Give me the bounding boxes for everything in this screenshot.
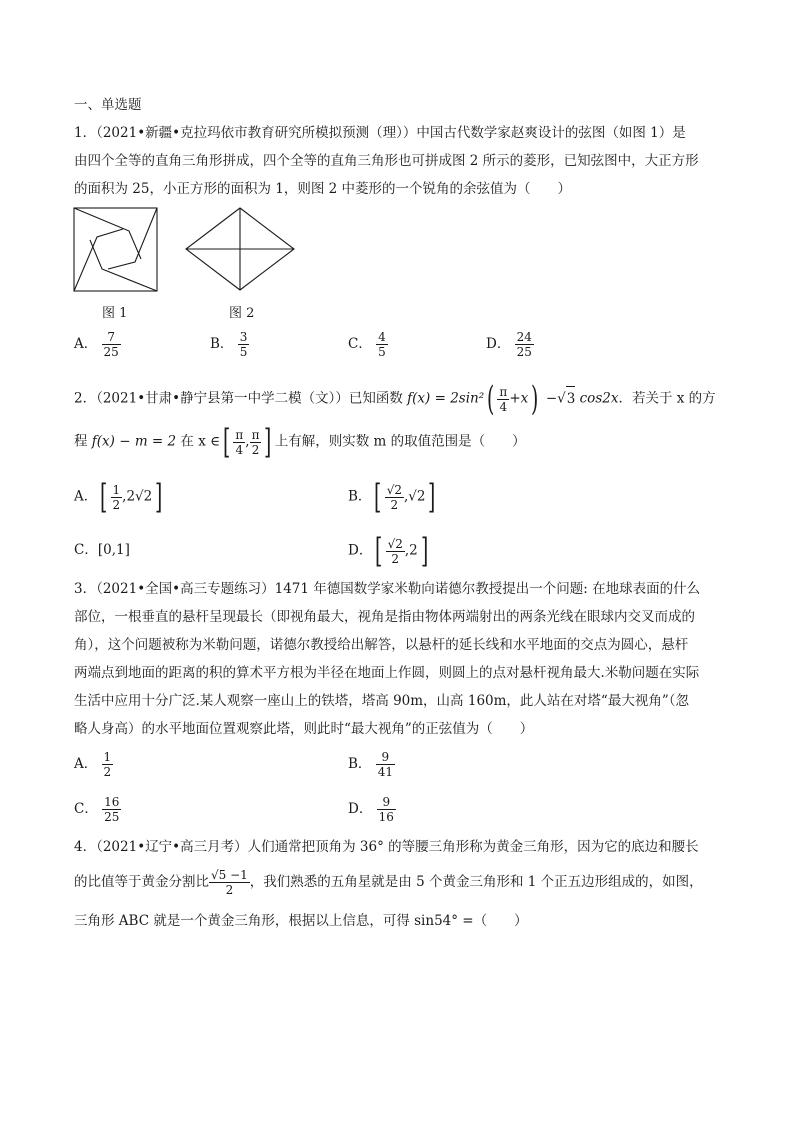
fraction-denominator: 4 xyxy=(235,442,244,457)
q2-option-b[interactable]: B．[ $\frac{√2}{2}$ ,√2] xyxy=(348,477,436,517)
fraction-numerator: π xyxy=(251,427,260,442)
fraction-numerator: 7 xyxy=(102,330,121,345)
fraction-numerator: π xyxy=(235,427,244,442)
fraction-numerator: 4 xyxy=(378,330,386,344)
figure-1-label: 图 1 xyxy=(102,306,128,321)
q3-line-4: 两端点到地面的距离的积的算术平方根为半径在地面上作圆，则圆上的点对悬杆视角最大.米勒问题在实际 xyxy=(74,665,700,681)
option-letter: B． xyxy=(348,756,372,772)
q2-option-a[interactable]: A．[ $\frac{1}{2}$ ,2√2] xyxy=(74,477,163,517)
fraction-denominator: 2 xyxy=(103,765,112,779)
fraction-numerator: √2 xyxy=(387,536,403,551)
q4-line-1: 4．（2021•辽宁•高三月考）人们通常把顶角为 36° 的等腰三角形称为黄金三角形，因为它的底边和腰长 xyxy=(74,839,699,855)
q2-line2-rest: 上有解，则实数 m 的取值范围是（ ） xyxy=(274,433,526,450)
zhao-shuang-string-diagram xyxy=(73,207,159,293)
q3-option-a[interactable] xyxy=(74,750,113,779)
option-letter: A． xyxy=(74,756,98,772)
option-letter: A． xyxy=(74,488,98,505)
q2-line-2: 程 f(x) − m = 2 在 x ∈[ $\frac{\pi}{4}$ , $\frac{\pi}{2}$ ] 上有解，则实数 m 的取值范围是（ ） xyxy=(74,422,526,462)
q3-line-2: 部位，一根垂直的悬杆呈现最长（即视角最大，视角是指由物体两端射出的两条光线在眼球内交叉而成的 xyxy=(74,609,695,625)
q1-line-1: 1．（2021•新疆•克拉玛依市教育研究所模拟预测（理））中国古代数学家赵爽设计的弦图（如图 1）是 xyxy=(74,125,686,141)
q3-option-c[interactable] xyxy=(74,795,121,824)
option-letter: D． xyxy=(348,801,373,817)
q3-line-6: 略人身高）的水平地面位置观察此塔，则此时“最大视角”的正弦值为（ ） xyxy=(74,721,534,737)
interval-upper: 2√2 xyxy=(126,488,153,505)
q2-line2-start: 程 xyxy=(74,433,88,450)
figure-2-label: 图 2 xyxy=(229,306,255,321)
q4-line2-start: 的比值等于黄金分割比 xyxy=(74,874,209,890)
option-letter: D． xyxy=(348,542,373,559)
fraction-numerator: 9 xyxy=(377,795,396,810)
q2-function: f(x) = 2sin² xyxy=(407,390,485,407)
fraction-numerator: 16 xyxy=(104,795,120,809)
q4-line2-rest: ，我们熟悉的五角星就是由 5 个黄金三角形和 1 个正五边形组成的，如图， xyxy=(249,874,703,890)
q2-suffix: ．若关于 x 的方 xyxy=(618,390,716,407)
q3-line-1: 3．（2021•全国•高三专题练习）1471 年德国数学家米勒向诺德尔教授提出一个问题: 在地球表面的什么 xyxy=(74,581,701,597)
golden-ratio-numerator: √5 −1 xyxy=(211,868,248,882)
fraction-denominator: 2 xyxy=(391,551,400,566)
q2-option-c[interactable] xyxy=(74,538,130,562)
q2-sqrt3: 3 xyxy=(566,386,576,411)
fraction-numerator: 24 xyxy=(516,330,532,344)
q2-option-d[interactable]: D．[ $\frac{√2}{2}$ ,2] xyxy=(348,531,429,571)
option-letter: A． xyxy=(74,336,98,352)
q2-cos: cos2x xyxy=(579,390,619,407)
fraction-numerator: 1 xyxy=(103,750,112,764)
q2-plus-x: +x xyxy=(509,390,529,407)
pi-symbol: π xyxy=(499,384,508,399)
fraction-numerator: 1 xyxy=(112,482,121,497)
q1-option-d[interactable] xyxy=(486,330,534,359)
q4-line-2 xyxy=(74,868,703,897)
q4-line-3: 三角形 ABC 就是一个黄金三角形，根据以上信息，可得 sin54° =（ ） xyxy=(74,913,528,929)
q3-line-3: 角），这个问题被称为米勒问题，诺德尔教授给出解答，以悬杆的延长线和水平地面的交点为圆心，悬杆 xyxy=(74,637,689,653)
q3-line-5: 生活中应用十分广泛.某人观察一座山上的铁塔，塔高 90m，山高 160m，此人站在对塔“最大视角”（忽 xyxy=(74,693,689,709)
section-title: 一、单选题 xyxy=(74,97,142,113)
fraction-denominator: 2 xyxy=(390,497,399,512)
q2-minus: − xyxy=(545,390,558,407)
q1-option-c[interactable] xyxy=(348,330,388,359)
q2-domain: 在 x ∈ xyxy=(180,433,221,450)
option-letter: B． xyxy=(348,488,372,505)
option-letter: D． xyxy=(486,336,511,352)
fraction-denominator: 41 xyxy=(377,765,393,779)
fraction-denominator: 25 xyxy=(104,810,120,824)
option-letter: C． xyxy=(74,801,98,817)
fraction-denominator: 5 xyxy=(378,345,386,359)
fraction-denominator: 25 xyxy=(103,345,119,359)
fraction-denominator: 2 xyxy=(251,442,260,457)
option-letter: B． xyxy=(210,336,234,352)
option-letter: C． xyxy=(348,336,372,352)
fraction-denominator: 5 xyxy=(239,345,248,359)
q2-equation: f(x) − m = 2 xyxy=(91,433,177,450)
q2-prefix: 2．（2021•甘肃•静宁县第一中学二模（文））已知函数 xyxy=(74,390,403,407)
q1-option-a[interactable] xyxy=(74,330,121,359)
fraction-denominator: 2 xyxy=(112,497,121,512)
q3-option-d[interactable] xyxy=(348,795,396,824)
q2-line-1: 2．（2021•甘肃•静宁县第一中学二模（文））已知函数 f(x) = 2sin²( $\frac{\pi}{4}$ +x) −√3 cos2x．若关于 x 的方 xyxy=(74,379,716,419)
q1-line-2: 由四个全等的直角三角形拼成，四个全等的直角三角形也可拼成图 2 所示的菱形，已知弦图中，大正方形 xyxy=(74,153,699,169)
interval-value: [0,1] xyxy=(97,542,130,558)
interval-upper: √2 xyxy=(408,488,426,505)
fraction-denominator: 4 xyxy=(499,399,508,414)
fraction-numerator: 3 xyxy=(239,330,248,344)
fraction-denominator: 25 xyxy=(516,345,532,359)
q1-option-b[interactable] xyxy=(210,330,249,359)
fraction-denominator: 16 xyxy=(378,810,394,824)
q1-line-3: 的面积为 25，小正方形的面积为 1，则图 2 中菱形的一个锐角的余弦值为（ ） xyxy=(74,181,572,197)
golden-ratio-denominator: 2 xyxy=(225,883,234,897)
fraction-numerator: 9 xyxy=(376,750,395,765)
fraction-numerator: √2 xyxy=(386,482,402,497)
rhombus-diagram xyxy=(184,206,296,292)
interval-upper: 2 xyxy=(409,542,418,559)
q3-option-b[interactable] xyxy=(348,750,395,779)
option-letter: C． xyxy=(74,542,98,558)
